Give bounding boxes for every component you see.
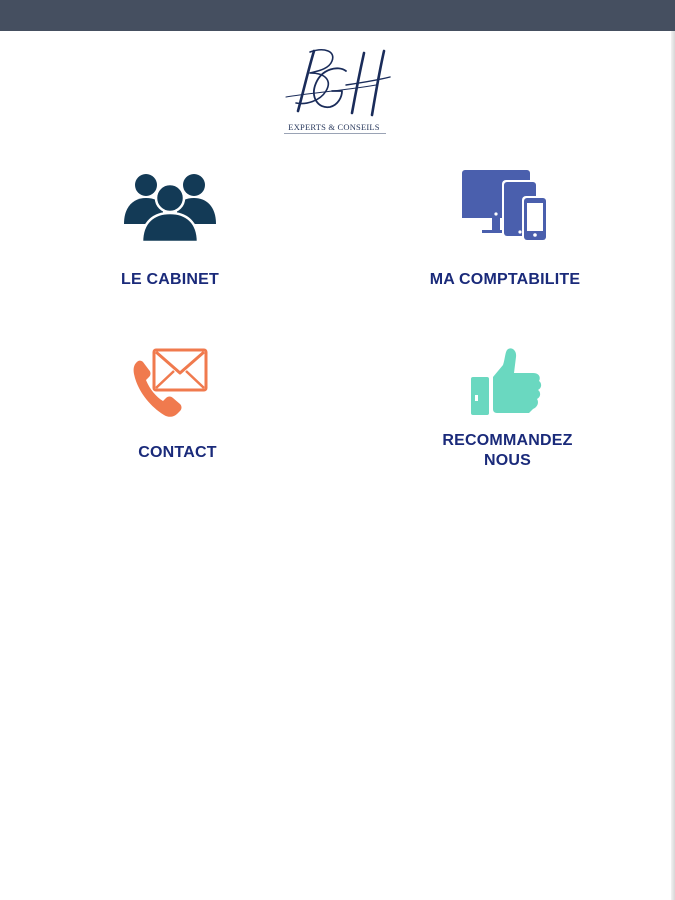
status-bar	[0, 0, 675, 31]
scrollbar-edge	[671, 31, 675, 900]
tile-label-line-1: RECOMMANDEZ	[442, 432, 573, 449]
tile-label-contact: CONTACT	[138, 444, 217, 461]
phone-envelope-icon	[132, 347, 210, 419]
devices-icon	[460, 168, 552, 244]
company-logo	[280, 45, 394, 140]
people-group-icon	[122, 170, 218, 242]
logo-underline	[284, 133, 386, 134]
tile-label-ma-comptabilite: MA COMPTABILITE	[429, 271, 581, 288]
logo-monogram-icon	[280, 45, 394, 125]
tile-label-recommandez-nous	[425, 431, 590, 471]
thumbs-up-icon	[469, 347, 545, 419]
tile-label-le-cabinet: LE CABINET	[121, 271, 219, 288]
tile-ma-comptabilite[interactable]	[415, 165, 595, 295]
logo-caption: EXPERTS & CONSEILS	[288, 122, 380, 132]
tile-le-cabinet[interactable]	[100, 165, 240, 295]
tile-contact[interactable]	[110, 345, 245, 470]
tile-recommandez-nous[interactable]	[425, 345, 590, 480]
tile-label-line-2: NOUS	[483, 452, 532, 469]
